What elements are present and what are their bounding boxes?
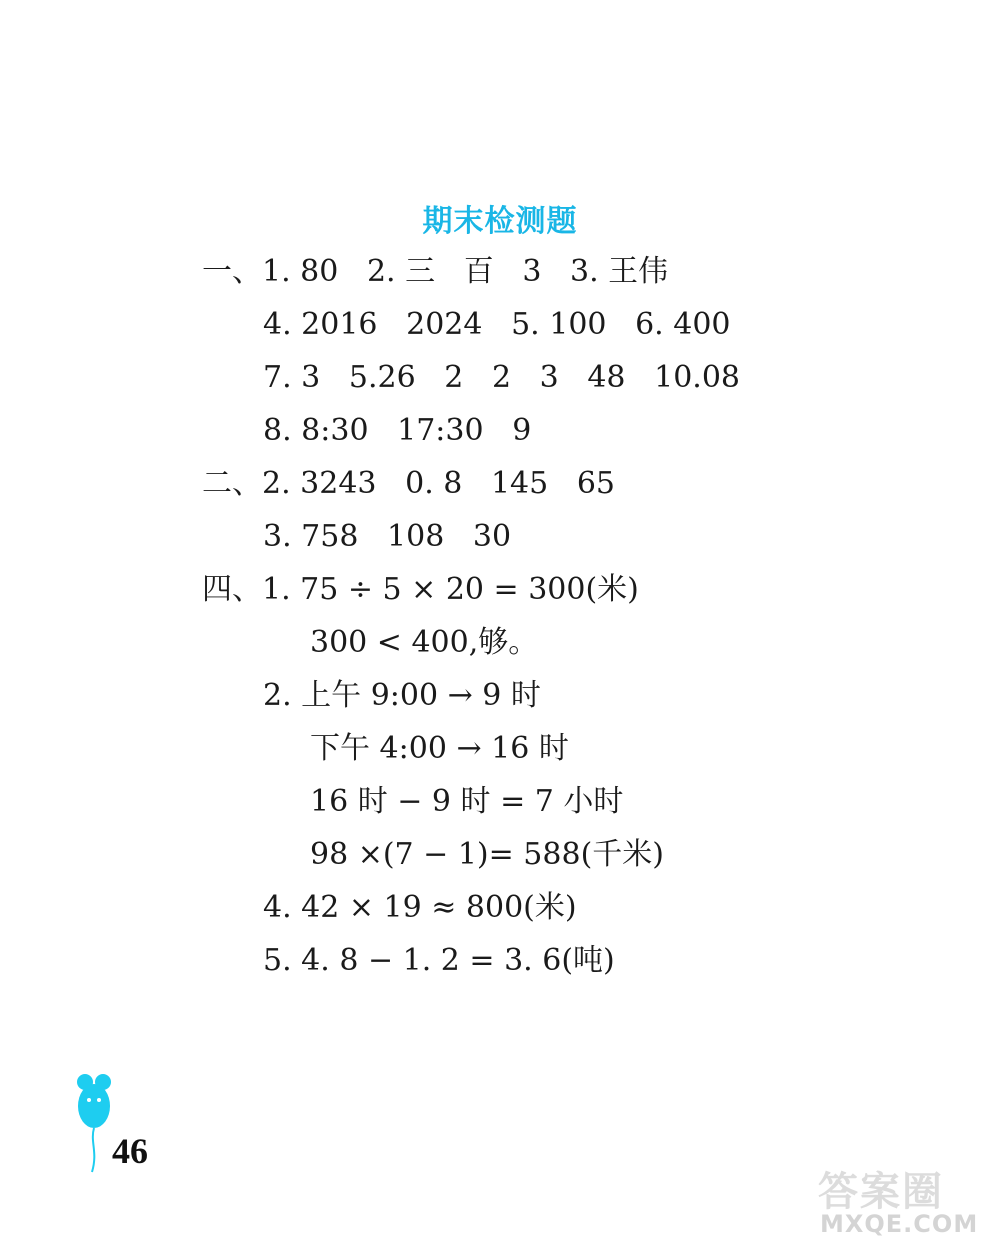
watermark-logo-text: 答案圈 xyxy=(818,1169,944,1215)
page-number: 46 xyxy=(112,1131,148,1171)
answer-line-12: 98 ×(7 − 1)= 588(千米) xyxy=(310,837,664,872)
answer-line-3: 7. 3 5.26 2 2 3 48 10.08 xyxy=(263,360,741,395)
answer-line-6: 3. 758 108 30 xyxy=(263,519,512,554)
mouse-mascot-icon xyxy=(72,1072,116,1176)
watermark xyxy=(812,1160,992,1244)
answer-line-4: 8. 8:30 17:30 9 xyxy=(263,413,532,448)
answer-line-1: 一、1. 80 2. 三 百 3 3. 王伟 xyxy=(202,254,669,289)
answer-line-8: 300 < 400,够。 xyxy=(310,625,539,660)
answer-line-7: 四、1. 75 ÷ 5 × 20 = 300(米) xyxy=(202,572,639,607)
answer-line-14: 5. 4. 8 − 1. 2 = 3. 6(吨) xyxy=(263,943,615,978)
watermark-url: MXQE.COM xyxy=(820,1210,979,1238)
answer-line-11: 16 时 − 9 时 = 7 小时 xyxy=(310,784,624,819)
page-title: 期末检测题 xyxy=(422,204,578,239)
answer-line-9: 2. 上午 9:00 → 9 时 xyxy=(263,678,541,713)
answer-line-2: 4. 2016 2024 5. 100 6. 400 xyxy=(263,307,731,342)
answer-line-5: 二、2. 3243 0. 8 145 65 xyxy=(202,466,616,501)
answer-line-13: 4. 42 × 19 ≈ 800(米) xyxy=(263,890,577,925)
answer-line-10: 下午 4:00 → 16 时 xyxy=(310,731,569,766)
